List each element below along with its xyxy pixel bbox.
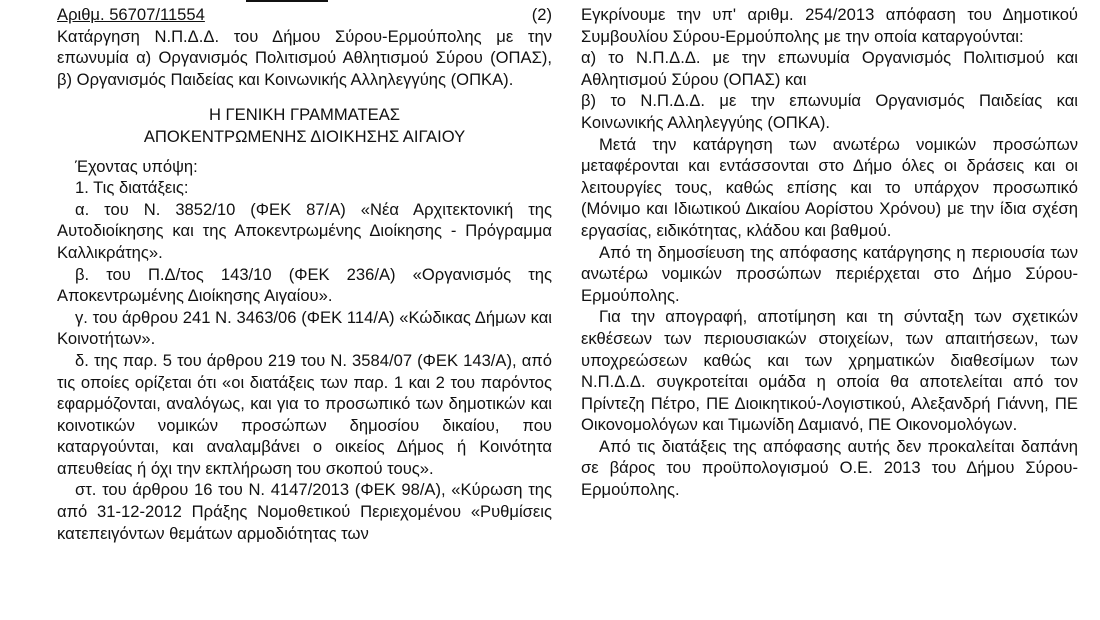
- heading-line-1: Η ΓΕΝΙΚΗ ΓΡΑΜΜΑΤΕΑΣ: [208, 105, 401, 125]
- decision-number: Αριθμ. 56707/11554: [57, 5, 205, 24]
- inventory-paragraph: Για την απογραφή, αποτίμηση και τη σύνταξη των σχετικών εκθέσεων των περιουσιακών στοιχείων, των απαιτήσεων, των υποχρεώσεων καθώς και των χρηματικών διαθεσίμων των Ν.Π.Δ.Δ. συγκροτείται ομάδα η οποία θα αποτελείται από τον Πρίντεζη Πέτρο, ΠΕ Διοικητικού-Λογιστικού, Αλεξανδρή Γιάννη, ΠΕ Οικονομολόγων και Τιμωνίδη Δαμιανό, ΠΕ Οικονομολόγων.: [581, 307, 1078, 435]
- provision-item-a: α. του Ν. 3852/10 (ΦΕΚ 87/Α) «Νέα Αρχιτεκτονική της Αυτοδιοίκησης και της Αποκεντρωμένης Διοίκησης - Πρόγραμμα Καλλικράτης».: [57, 199, 552, 262]
- property-paragraph: Από τη δημοσίευση της απόφασης κατάργησης η περιουσία των ανωτέρω νομικών προσώπων περιέρχεται στο Δήμο Σύρου-Ερμούπολης.: [581, 242, 1078, 305]
- provisions-label: 1. Τις διατάξεις:: [75, 178, 189, 198]
- provision-item-d: δ. της παρ. 5 του άρθρου 219 του Ν. 3584/07 (ΦΕΚ 143/Α), από τις οποίες ορίζεται ότι «οι διατάξεις των παρ. 1 και 2 του παρόντος εφαρμόζονται, αναλόγως, και για το προσωπικό των δημοτικών και κοινοτικών νομικών προσώπων δημοσίου δικαίου, που καταργούνται, και αναλαμβάνει ο οικείος Δήμος ή Κοινότητα απευθείας ή όχι την εκπλήρωση του σκοπού τους».: [57, 350, 552, 478]
- decision-title: Κατάργηση Ν.Π.Δ.Δ. του Δήμου Σύρου-Ερμούπολης με την επωνυμία α) Οργανισμός Πολιτισμού Αθλητισμού Σύρου (ΟΠΑΣ), β) Οργανισμός Παιδείας και Κοινωνικής Αλληλεγγύης (ΟΠΚΑ).: [57, 26, 552, 89]
- provision-item-b: β. του Π.Δ/τος 143/10 (ΦΕΚ 236/Α) «Οργανισμός της Αποκεντρωμένης Διοίκησης Αιγαίου».: [57, 264, 552, 306]
- issuer-heading: [57, 104, 552, 147]
- entity-b-paragraph: β) το Ν.Π.Δ.Δ. με την επωνυμία Οργανισμός Παιδείας και Κοινωνικής Αλληλεγγύης (ΟΠΚΑ).: [581, 91, 1078, 132]
- considering-label: Έχοντας υπόψη:: [75, 156, 198, 176]
- entity-a-paragraph: α) το Ν.Π.Δ.Δ. με την επωνυμία Οργανισμός Πολιτισμού και Αθλητισμού Σύρου (ΟΠΑΣ) και: [581, 48, 1078, 89]
- decision-mark: (2): [531, 5, 552, 24]
- heading-line-2: ΑΠΟΚΕΝΤΡΩΜΕΝΗΣ ΔΙΟΙΚΗΣΗΣ ΑΙΓΑΙΟΥ: [143, 126, 466, 146]
- decision-header: [57, 4, 552, 26]
- left-column: [57, 4, 552, 544]
- provision-item-c: γ. του άρθρου 241 Ν. 3463/06 (ΦΕΚ 114/Α) «Κώδικας Δήμων και Κοινοτήτων».: [57, 307, 552, 349]
- provision-item-st: στ. του άρθρου 16 του Ν. 4147/2013 (ΦΕΚ 98/Α), «Κύρωση της από 31-12-2012 Πράξης Νομοθετικού Περιεχομένου «Ρυθμίσεις κατεπειγόντων θεμάτων αρμοδιότητας των: [57, 480, 552, 543]
- page-top-rule: [246, 0, 328, 2]
- expense-paragraph: Από τις διατάξεις της απόφασης αυτής δεν προκαλείται δαπάνη σε βάρος του προϋπολογισμού Ο.Ε. 2013 του Δήμου Σύρου-Ερμούπολης.: [581, 436, 1078, 500]
- transfer-paragraph: Μετά την κατάργηση των ανωτέρω νομικών προσώπων μεταφέρονται και εντάσσονται στο Δήμο όλες οι δράσεις και οι λειτουργίες τους, καθώς επίσης και το υπάρχον προσωπικό (Μόνιμο και Ιδιωτικού Δικαίου Αορίστου Χρόνου) με την ίδια σχέση εργασίας, ειδικότητας, κλάδου και βαθμού.: [581, 134, 1078, 240]
- right-column: [581, 4, 1078, 501]
- approval-paragraph: Εγκρίνουμε την υπ' αριθμ. 254/2013 απόφαση του Δημοτικού Συμβουλίου Σύρου-Ερμούπολης με την οποία καταργούνται:: [581, 5, 1078, 46]
